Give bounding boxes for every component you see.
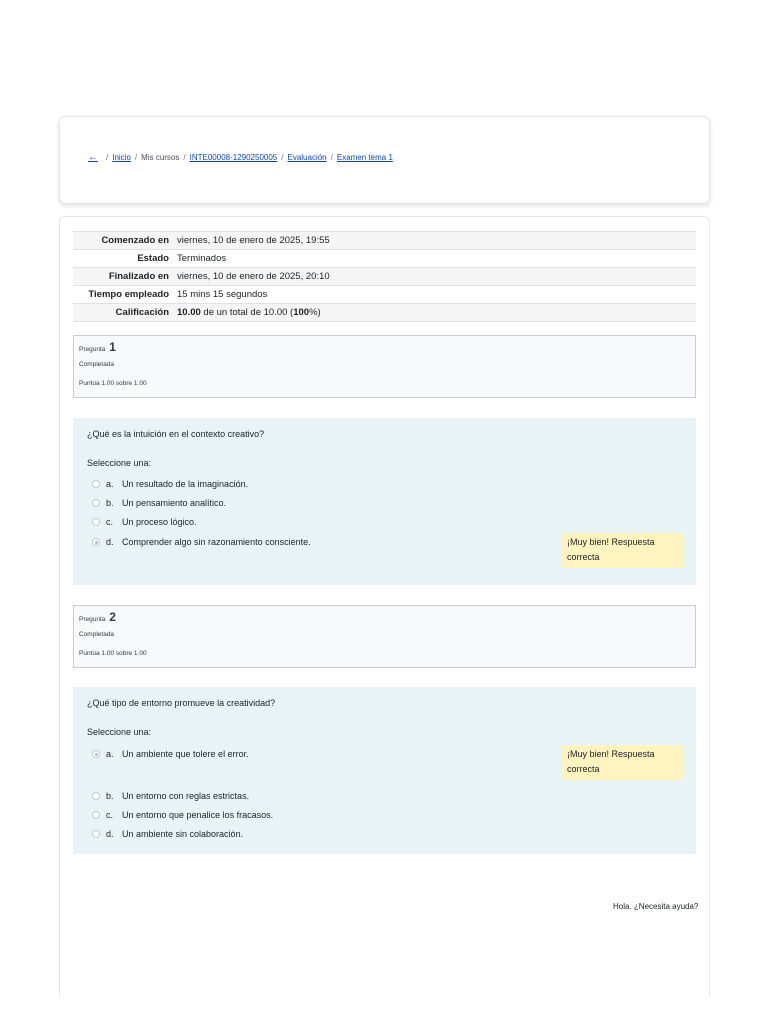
- option-letter: a.: [106, 479, 114, 489]
- started-value: viernes, 10 de enero de 2025, 19:55: [173, 232, 696, 250]
- breadcrumb-inicio[interactable]: Inicio: [112, 153, 131, 162]
- radio-icon[interactable]: [92, 811, 100, 819]
- state-value: Terminados: [173, 250, 696, 268]
- time-value: 15 mins 15 segundos: [173, 286, 696, 304]
- question-number: 2: [109, 610, 116, 624]
- question-number: 1: [109, 340, 116, 354]
- option-letter: d.: [106, 537, 114, 547]
- option-a[interactable]: [92, 479, 248, 489]
- question-grade: Puntúa 1.00 sobre 1.00: [79, 650, 147, 657]
- option-text: Un entorno con reglas estrictas.: [122, 791, 250, 801]
- started-label: Comenzado en: [73, 232, 173, 250]
- question-info: [73, 605, 696, 668]
- option-letter: a.: [106, 749, 114, 759]
- grade-value: [173, 304, 696, 322]
- question-text: ¿Qué es la intuición en el contexto creativo?: [87, 429, 265, 439]
- option-text: Un ambiente sin colaboración.: [122, 829, 244, 839]
- radio-icon[interactable]: [92, 518, 100, 526]
- question-info: [73, 335, 696, 398]
- option-letter: d.: [106, 829, 114, 839]
- option-d[interactable]: [92, 537, 311, 547]
- question-prompt: Seleccione una:: [87, 458, 152, 468]
- radio-icon[interactable]: [92, 480, 100, 488]
- breadcrumb-course[interactable]: INTE00008-1290250005: [189, 153, 278, 162]
- summary-row-started: [73, 232, 696, 250]
- radio-icon[interactable]: [92, 830, 100, 838]
- option-c[interactable]: [92, 810, 273, 820]
- question-label: Pregunta: [79, 616, 106, 623]
- summary-row-finished: [73, 268, 696, 286]
- help-chat-prompt[interactable]: Hola. ¿Necesita ayuda?: [613, 902, 699, 911]
- option-text: Un pensamiento analítico.: [122, 498, 227, 508]
- question-text: ¿Qué tipo de entorno promueve la creatividad?: [87, 698, 276, 708]
- option-c[interactable]: [92, 517, 197, 527]
- option-letter: b.: [106, 498, 114, 508]
- option-text: Un resultado de la imaginación.: [122, 479, 249, 489]
- option-b[interactable]: [92, 791, 249, 801]
- option-text: Comprender algo sin razonamiento consciente.: [122, 537, 311, 547]
- radio-selected-icon[interactable]: [92, 750, 100, 758]
- option-text: Un ambiente que tolere el error.: [122, 749, 249, 759]
- feedback-correct: ¡Muy bien! Respuesta correcta: [562, 745, 683, 780]
- option-letter: c.: [106, 517, 114, 527]
- radio-icon[interactable]: [92, 792, 100, 800]
- option-text: Un proceso lógico.: [122, 517, 197, 527]
- grade-percent: 100: [293, 307, 310, 318]
- arrow-left-icon[interactable]: ←: [88, 152, 98, 163]
- radio-icon[interactable]: [92, 499, 100, 507]
- option-letter: b.: [106, 791, 114, 801]
- state-label: Estado: [73, 250, 173, 268]
- option-d[interactable]: [92, 829, 243, 839]
- breadcrumb-evaluacion[interactable]: Evaluación: [287, 153, 327, 162]
- breadcrumb-mis-cursos: Mis cursos: [141, 153, 180, 162]
- feedback-correct: ¡Muy bien! Respuesta correcta: [562, 533, 683, 568]
- question-body: [73, 687, 696, 854]
- option-a[interactable]: [92, 749, 249, 759]
- summary-row-grade: [73, 304, 696, 322]
- option-text: Un entorno que penalice los fracasos.: [122, 810, 274, 820]
- summary-row-state: [73, 250, 696, 268]
- question-prompt: Seleccione una:: [87, 727, 152, 737]
- question-label: Pregunta: [79, 346, 106, 353]
- breadcrumb-examen[interactable]: Examen tema 1: [336, 153, 393, 162]
- grade-end: %): [309, 307, 321, 318]
- question-body: [73, 418, 696, 585]
- question-state: Completada: [79, 631, 115, 638]
- question-state: Completada: [79, 361, 115, 368]
- breadcrumb: ← / Inicio / Mis cursos / INTE00008-1290250005 / Evaluación / Examen tema 1: [88, 152, 393, 163]
- grade-score: 10.00: [177, 307, 201, 318]
- question-grade: Puntúa 1.00 sobre 1.00: [79, 380, 147, 387]
- option-b[interactable]: [92, 498, 226, 508]
- page-header: [59, 116, 710, 204]
- summary-row-time: [73, 286, 696, 304]
- time-label: Tiempo empleado: [73, 286, 173, 304]
- attempt-summary-table: [73, 231, 696, 322]
- grade-label: Calificación: [73, 304, 173, 322]
- grade-mid: de un total de 10.00 (: [200, 307, 294, 318]
- option-letter: c.: [106, 810, 114, 820]
- finished-label: Finalizado en: [73, 268, 173, 286]
- finished-value: viernes, 10 de enero de 2025, 20:10: [173, 268, 696, 286]
- radio-selected-icon[interactable]: [92, 538, 100, 546]
